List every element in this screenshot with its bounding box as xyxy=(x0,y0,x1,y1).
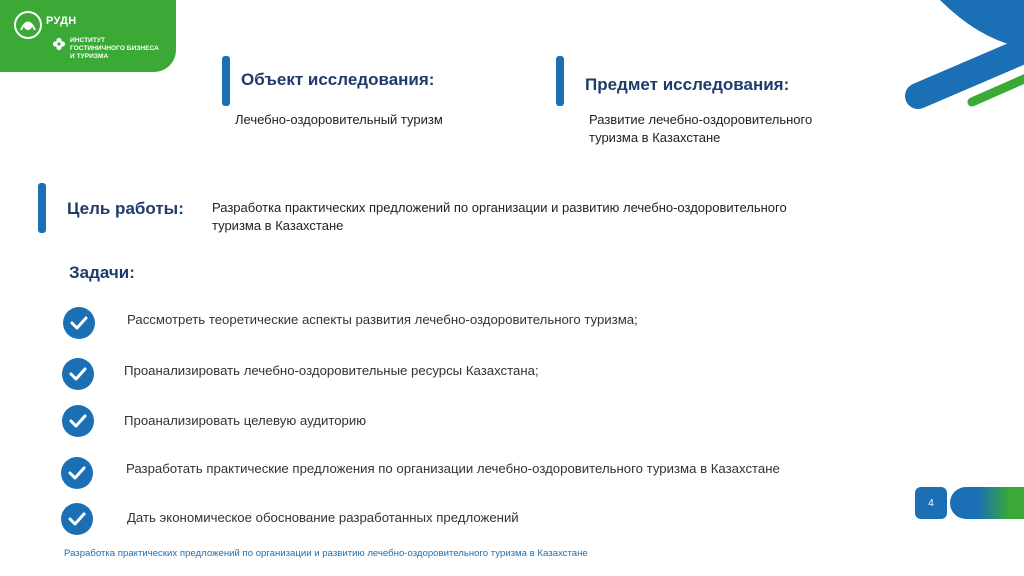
goal-heading: Цель работы: xyxy=(67,199,184,218)
rudn-emblem-icon xyxy=(12,9,44,41)
corner-decoration xyxy=(880,0,1024,120)
page-decoration xyxy=(950,487,1024,519)
tasks-heading: Задачи: xyxy=(69,263,135,282)
task-item: Разработать практические предложения по организации лечебно-оздоровительного туризма в Казахстане xyxy=(126,461,780,476)
institute-emblem-icon xyxy=(52,37,66,51)
check-icon xyxy=(63,307,95,339)
object-heading: Объект исследования: xyxy=(241,70,435,89)
task-item: Дать экономическое обоснование разработанных предложений xyxy=(127,510,519,525)
logo-title: РУДН xyxy=(46,15,77,27)
task-item: Рассмотреть теоретические аспекты развития лечебно-оздоровительного туризма; xyxy=(127,312,638,327)
footer-text: Разработка практических предложений по организации и развитию лечебно-оздоровительного туризма в Казахстане xyxy=(64,548,588,559)
corner-arc-shape xyxy=(940,0,1024,48)
check-icon xyxy=(62,358,94,390)
goal-text: Разработка практических предложений по организации и развитию лечебно-оздоровительного туризма в Казахстане xyxy=(212,200,787,233)
task-item: Проанализировать лечебно-оздоровительные ресурсы Казахстана; xyxy=(124,363,539,378)
subject-text: Развитие лечебно-оздоровительного туризма в Казахстане xyxy=(589,112,813,145)
check-icon xyxy=(61,503,93,535)
page-number: 4 xyxy=(915,487,947,519)
goal-accent-bar xyxy=(38,183,46,233)
subject-heading: Предмет исследования: xyxy=(585,75,790,94)
rudn-logo xyxy=(0,0,176,72)
institute-name: ИНСТИТУТ ГОСТИНИЧНОГО БИЗНЕСА И ТУРИЗМА xyxy=(70,37,159,60)
object-text: Лечебно-оздоровительный туризм xyxy=(235,112,443,127)
task-item: Проанализировать целевую аудиторию xyxy=(124,413,367,428)
object-accent-bar xyxy=(222,56,230,106)
subject-accent-bar xyxy=(556,56,564,106)
check-icon xyxy=(61,457,93,489)
check-icon xyxy=(62,405,94,437)
